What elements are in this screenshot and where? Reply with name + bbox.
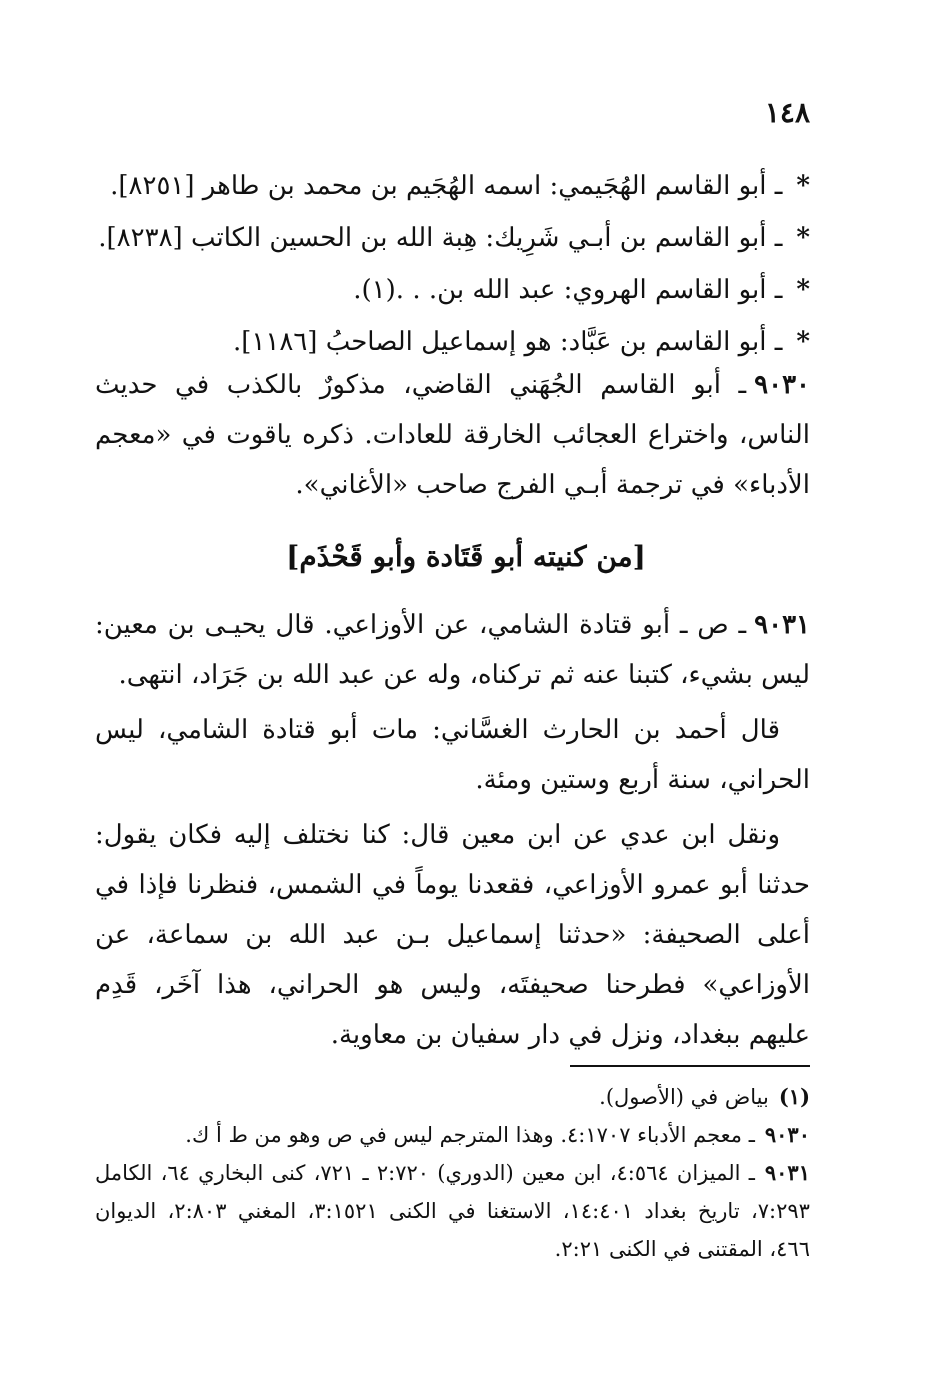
cross-reference-item	[95, 212, 810, 264]
entry-text: ـ ص ـ أبو قتادة الشامي، عن الأوزاعي. قال يحيـى بن معين: ليس بشيء، كتبنا عنه ثم تركناه، وله عن عبد الله بن جَرَاد، انتهى.	[95, 610, 810, 690]
cross-reference-text: ـ أبو القاسم الهُجَيمي: اسمه الهُجَيم بن محمد بن طاهر [٨٢٥١].	[110, 171, 783, 201]
bullet-star: *	[796, 223, 810, 253]
entry-number: ٩٠٣١	[754, 610, 810, 640]
footnote-marker: (١)	[778, 1084, 810, 1109]
paragraph	[95, 705, 810, 805]
entry-text: ـ أبو القاسم الجُهَني القاضي، مذكورٌ بالكذب في حديث الناس، واختراع العجائب الخارقة للعادات. ذكره ياقوت في «معجم الأدباء» في ترجمة أبـي الفرج صاحب «الأغاني».	[95, 370, 810, 500]
bullet-star: *	[796, 171, 810, 201]
page-number: ١٤٨	[764, 96, 810, 129]
footnote	[95, 1116, 810, 1154]
paragraph-text: قال أحمد بن الحارث الغسَّاني: مات أبو قتادة الشامي، ليس الحراني، سنة أربع وستين ومئة.	[95, 715, 810, 795]
entry-9030	[95, 360, 810, 510]
cross-reference-list	[95, 160, 810, 368]
footnote	[95, 1078, 810, 1116]
footnote-text: ـ الميزان ٤:٥٦٤، ابن معين (الدوري) ٢:٧٢٠ ـ ٧٢١، كنى البخاري ٦٤، الكامل ٧:٢٩٣، تاريخ بغداد ١٤:٤٠١، الاستغنا في الكنى ٣:١٥٢١، المغني ٢:٨٠٣، الديوان ٤٦٦، المقتنى في الكنى ٢:٢١.	[95, 1161, 810, 1261]
section-heading: [من كنيته أبو قَتَادة وأبو قَحْذَم]	[286, 540, 646, 573]
bullet-star: *	[796, 327, 810, 357]
paragraph	[95, 810, 810, 1060]
cross-reference-text: ـ أبو القاسم بن أبـي شَرِيك: هِبة الله بن الحسين الكاتب [٨٢٣٨].	[98, 223, 783, 253]
footnote-text: بياض في (الأصول).	[599, 1085, 769, 1109]
entry-number: ٩٠٣٠	[754, 370, 810, 400]
entry-9031	[95, 600, 810, 700]
cross-reference-item	[95, 160, 810, 212]
cross-reference-text: ـ أبو القاسم بن عَبَّاد: هو إسماعيل الصاحبُ [١١٨٦].	[233, 327, 783, 357]
bullet-star: *	[796, 275, 810, 305]
footnote	[95, 1154, 810, 1268]
footnotes	[95, 1078, 810, 1268]
cross-reference-text: ـ أبو القاسم الهروي: عبد الله بن. . .(١).	[353, 275, 783, 305]
cross-reference-item	[95, 264, 810, 316]
footnote-text: ـ معجم الأدباء ٤:١٧٠٧. وهذا المترجم ليس في ص وهو من ط أ ك.	[185, 1123, 755, 1147]
paragraph-text: ونقل ابن عدي عن ابن معين قال: كنا نختلف إليه فكان يقول: حدثنا أبو عمرو الأوزاعي، فقعدنا يوماً في الشمس، فنظرنا فإذا في أعلى الصحيفة: «حدثنا إسماعيل بـن عبد الله بن سماعة، عن الأوزاعي» فطرحنا صحيفتَه، وليس هو الحراني، هذا آخَر، قَدِم عليهم ببغداد، ونزل في دار سفيان بن معاوية.	[95, 820, 810, 1050]
footnote-marker: ٩٠٣١	[764, 1160, 810, 1185]
footnote-divider	[570, 1065, 810, 1067]
footnote-marker: ٩٠٣٠	[764, 1122, 810, 1147]
